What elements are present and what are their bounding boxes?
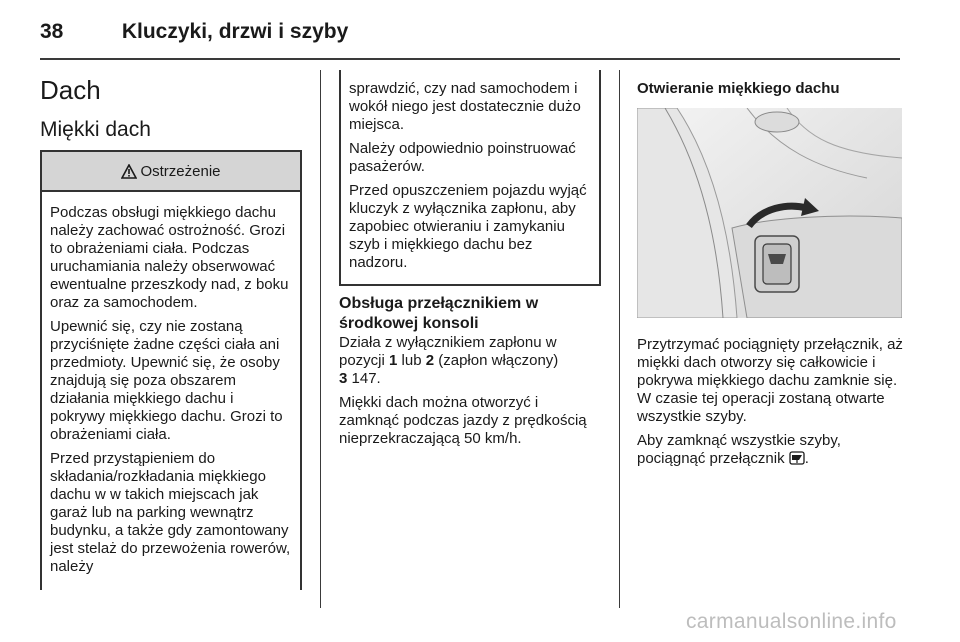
console-text-3: (zapłon włączony) [434, 352, 559, 369]
warning-paragraph-5: Należy odpowiednio poinstruować pasażerów. [349, 140, 576, 175]
window-switch-icon [789, 451, 805, 465]
position-1: 1 [389, 352, 398, 369]
column-2 [339, 70, 601, 454]
console-switch-image [637, 108, 902, 318]
console-paragraph-1 [339, 334, 601, 388]
opening-section-title: Otwieranie miękkiego dachu [637, 80, 840, 97]
warning-paragraph-6: Przed opuszczeniem pojazdu wyjąć kluczyk z wyłącznika zapłonu, aby zapobiec otwieraniu i zamykaniu szyb i miękkiego dachu bez nadzoru. [349, 182, 587, 271]
warning-header [42, 152, 300, 192]
warning-box-continued [339, 70, 601, 286]
header-rule [40, 58, 900, 60]
chapter-title: Kluczyki, drzwi i szyby [121, 20, 349, 43]
console-section-title: Obsługa przełącznikiem w środkowej konsoli [339, 295, 539, 332]
section-title: Dach [40, 75, 101, 105]
warning-paragraph-3: Przed przystąpieniem do składania/rozkładania miękkiego dachu w w takich miejscach jak garaż lub na parking wewnątrz budynku, a także gdy zamontowany jest stelaż do przewożenia rowerów, należy [50, 450, 291, 575]
page-number: 38 [40, 20, 64, 43]
warning-paragraph-1: Podczas obsługi miękkiego dachu należy zachować ostrożność. Grozi to obrażeniami ciała. Podczas uruchamiania należy obserwować ewentualne przeszkody nad, z boku oraz za samochodem. [50, 204, 289, 311]
warning-body [42, 192, 300, 592]
watermark: carmanualsonline.info [686, 610, 897, 633]
warning-paragraph-4: sprawdzić, czy nad samochodem i wokół niego jest dostatecznie dużo miejsca. [349, 80, 581, 133]
page-reference: 147. [347, 370, 381, 387]
console-text-1: Działa z wyłącznikiem zapłonu w pozycji [339, 334, 557, 369]
warning-triangle-icon [121, 164, 137, 179]
console-paragraph-2: Miękki dach można otworzyć i zamknąć podczas jazdy z prędkością nieprzekraczającą 50 km/h. [339, 394, 587, 447]
warning-box [40, 150, 302, 590]
column-divider-2 [619, 70, 620, 608]
section-subtitle: Miękki dach [40, 118, 151, 141]
column-3 [637, 80, 905, 474]
column-1 [40, 76, 302, 590]
page-reference-icon: 3 [339, 370, 348, 387]
opening-paragraph-1: Przytrzymać pociągnięty przełącznik, aż miękki dach otworzy się całkowicie i pokrywa miękkiego dachu zamknie się. W czasie tej operacji zostaną otwarte wszystkie szyby. [637, 336, 903, 425]
page-header [40, 20, 348, 44]
opening-paragraph-2: Aby zamknąć wszystkie szyby, pociągnąć przełącznik . [637, 432, 841, 467]
opening-paragraph-2-text: Aby zamknąć wszystkie szyby, pociągnąć przełącznik [637, 432, 841, 467]
warning-title: Ostrzeżenie [140, 162, 221, 180]
console-switch-illustration [637, 108, 902, 318]
warning-paragraph-2: Upewnić się, czy nie zostaną przyciśnięte żadne części ciała ani przedmioty. Upewnić się, że osoby znajdują się poza obszarem działania miękkiego dachu i pokrywy miękkiego dachu. Grozi to obrażeniami ciała. [50, 318, 283, 443]
column-divider-1 [320, 70, 321, 608]
console-text-2: lub [397, 352, 426, 369]
position-2: 2 [425, 352, 435, 369]
